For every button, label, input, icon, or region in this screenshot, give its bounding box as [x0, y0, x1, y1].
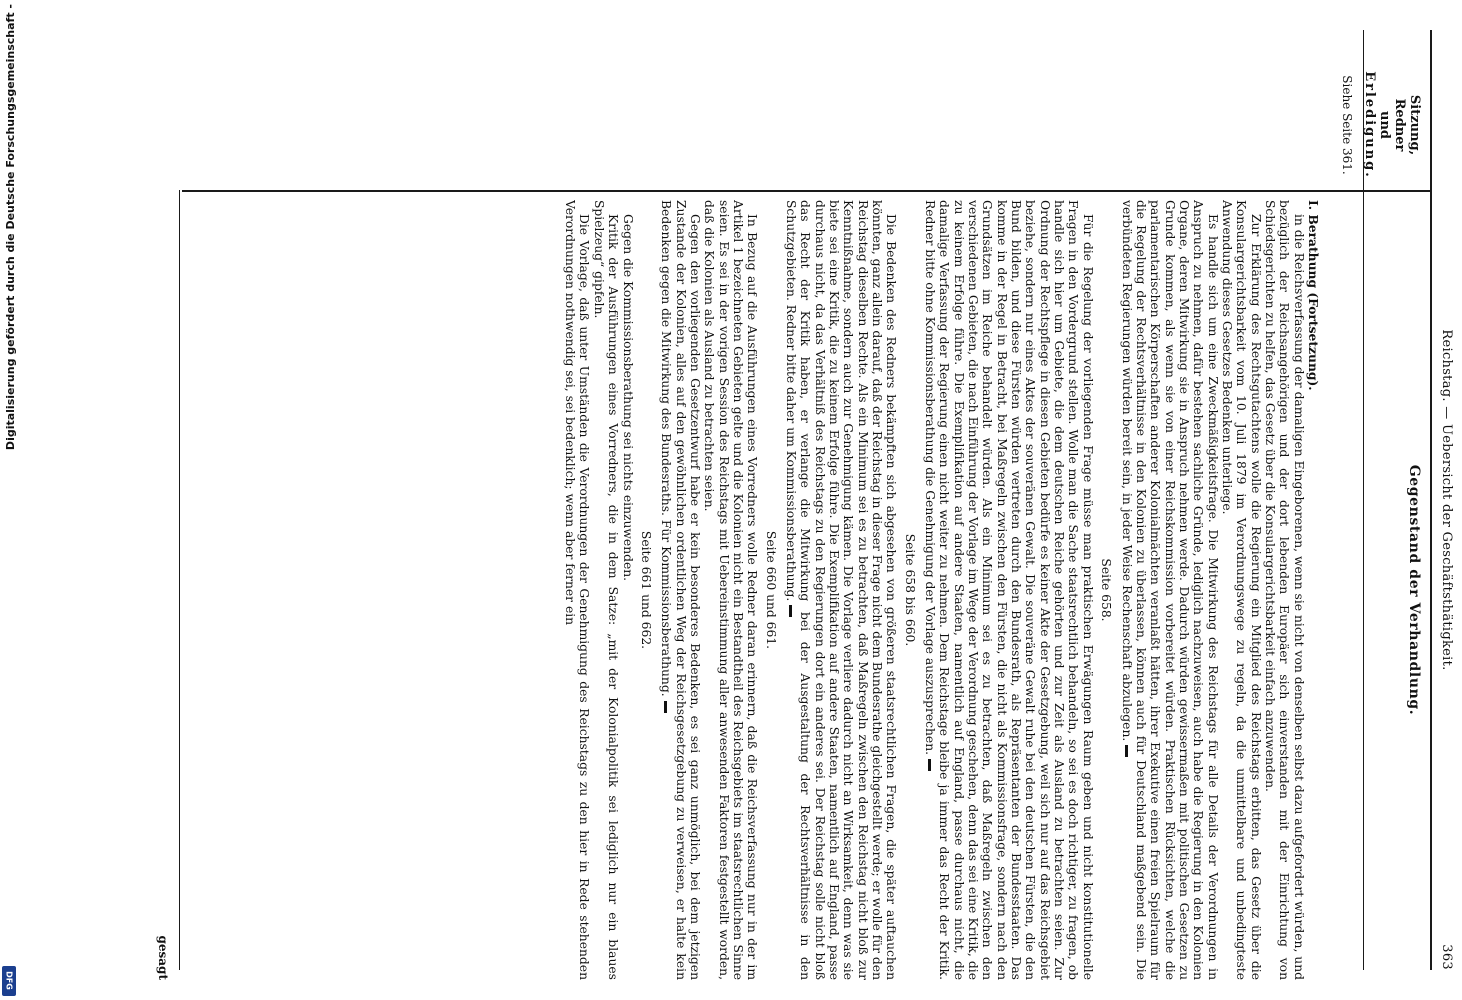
column-head-left-line: und — [1377, 111, 1392, 139]
paragraph: Die Vorlage, daß unter Umständen die Verordnungen der Genehmigung des Reichstags zu den hier in Rede stehenden Verordnungen nothwendig sei, sei bedenklich; wenn aber ferner ein — [563, 200, 592, 980]
bottom-rule — [179, 190, 180, 970]
section-3 — [784, 200, 917, 980]
paragraph-text: Gegen den vorliegenden Gesetzentwurf habe er kein besonderes Bedenken, es sei ganz unmöglich, bei dem jetzigen Zustande der Kolonien, alles auf den gewöhnlichen ordentlichen Weg der Reichsgesetzgebung zu verweisen, er halte kein Bedenken gegen die Mitwirkung des Bundesraths. Für Kommissionsberathung. — [659, 200, 702, 980]
running-head — [1436, 30, 1454, 970]
end-mark — [1125, 745, 1128, 757]
running-head-title: Reichstag. — Uebersicht der Geschäftsthätigkeit. — [1439, 329, 1454, 671]
page-number: 363 — [1439, 944, 1454, 970]
page-ref: Seite 658 bis 660. — [902, 533, 917, 647]
paragraph — [1119, 200, 1219, 980]
paragraph — [659, 200, 702, 980]
page-ref: Seite 661 und 662. — [638, 530, 653, 650]
paragraph: In Bezug auf die Ausführungen eines Vorredners wolle Redner daran erinnern, daß die Reichsverfassung nur in der im Artikel 1 bezeichneten Gebieten gelte und die Kolonien nicht ein Bestandtheil des Reichsgebiets im staatsrechtlichen Sinne seien. Es sei in der vorigen Session des Reichstags mit Uebereinstimmung aller anwesenden Faktoren festgestellt worden, daß die Kolonien als Ausland zu betrachten seien. — [702, 200, 760, 980]
page-ref: Seite 660 und 661. — [763, 530, 778, 650]
column-head-left-line: Erledigung. — [1362, 71, 1377, 179]
section-5 — [563, 200, 653, 980]
dfg-logo-text: DFG — [4, 971, 14, 990]
paragraph — [923, 200, 1095, 980]
section-heading: I. Berathung (Fortsetzung). — [1306, 200, 1321, 391]
column-head-right: Gegenstand der Verhandlung. — [1406, 464, 1422, 716]
catchword: gesagt — [156, 935, 170, 980]
paragraph-text: Es handle sich um eine Zweckmäßigkeitsfrage. Die Mitwirkung des Reichstags für alle Details der Verordnungen in Anspruch zu nehmen, dafür bestehen sachliche Gründe, lediglich nachzuweisen, auch habe die Regierung in den Kolonien Organe, deren Mitwirkung sie in Anspruch nehmen werde. Dadurch würden gewissermaßen mit politischen Gesetzen zu Grunde kommen, als wenn sie von einer Reichskommission vorbereitet würden. Praktischen Rücksichten, welche die parlamentarischen Körperschaften anderer Kolonialmächten veranlaßt hätten, ihrer Exekutive einen freien Spielraum für die Regelung der Rechtsverhältnisse in den Kolonien zu überlassen, können auch für Deutschland maßgebend sein. Die verbündeten Regierungen würden bereit sein, in jeder Weise Rechenschaft abzulegen. — [1119, 200, 1220, 980]
column-divider — [182, 190, 1432, 192]
paragraph: Kritik der Ausführungen eines Vorredners, die in dem Satze: „mit der Kolonialpolitik sei lediglich nur ein blaues Spielzeug“ gipfeln. — [591, 200, 621, 980]
digitization-credit: Digitalisierung gefördert durch die Deutsche Forschungsgemeinschaft - — [4, 4, 17, 451]
paragraph: Gegen die Kommissionsberathung sei nichts einzuwenden. — [620, 214, 635, 582]
side-reference: Siehe Seite 361. — [1340, 75, 1354, 175]
top-rule — [1430, 30, 1432, 970]
column-head-left — [1362, 70, 1422, 180]
body-text — [186, 200, 1326, 980]
paragraph: in die Reichsverfassung der damaligen Eingeborenen, wenn sie nicht von denselben selbst dazu aufgefordert würden, und bezüglich der Reichsangehörigen und der dort lebenden Europäer sich einverstanden mit der Einrichtung von Schiedsgerichten zu helfen, das Gesetz über die Konsulargerichtsbarkeit einfach anzuwenden. — [1262, 200, 1306, 980]
section-2 — [923, 200, 1113, 980]
section-4 — [659, 200, 778, 980]
end-mark — [928, 759, 931, 771]
paragraph — [784, 200, 899, 980]
column-head-left-line: Sitzung, Redner — [1392, 94, 1422, 156]
dfg-logo — [2, 966, 16, 996]
paragraph-text: Die Bedenken des Redners bekämpften sich abgesehen von größeren staatsrechtlichen Fragen, die später auftauchen könnten, ganz allein darauf, daß der Reichstag in dieser Frage nicht dem Bundesrathe gleichgestellt werde; er wolle für den Reichstag dieselben Rechte. Als ein Minimum sei es zu betrachten, daß Maßregeln zwischen den Reichstag nicht bloß zur Kenntnißnahme, sondern auch zur Genehmigung kämen. Die Vorlage verliere dadurch nicht an Wirksamkeit, denn was sie biete sei eine Kritik, die zu keinem Erfolge führe. Die Exemplifikation auf andere Staaten, namentlich auf England, passe durchaus nicht, da das Verhältniß des Reichstags zu den Regierungen dort ein anderes sei. Der Reichstag solle nicht bloß das Recht der Kritik haben, er verlange die Mitwirkung bei der Ausgestaltung der Rechtsverhältnisse in den Schutzgebieten. Redner bitte daher um Kommissionsberathung. — [783, 200, 899, 980]
end-mark — [789, 605, 792, 617]
page-ref: Seite 658. — [1099, 558, 1114, 622]
paragraph-text: Für die Regelung der vorliegenden Frage müsse man praktischen Erwägungen Raum geben und nicht konstitutionelle Fragen in den Vordergrund stellen. Wolle man die Sache staatsrechtlich behandeln, so sei es doch richtiger, zu fragen, ob handle sich hier um Gebiete, die dem deutschen Reiche gehörten und zur Zeit als Ausland zu betrachten seien. Zur Ordnung der Rechtspflege in diesen Gebieten bedürfe es keiner Akte der Gesetzgebung, weil sich nur auf das Reichsgebiet beziehe, sondern nur eines Aktes der souveränen Gewalt. Die souveräne Gewalt ruhe bei den deutschen Fürsten, die den Bund bilden, und diese Fürsten würden vertreten durch den Bundesrath, als Repräsentanten der Bundesstaaten. Das komme in der Regel in Betracht, bei Maßregeln zwischen den Fürsten, die nicht als Kommissionsfrage, sondern nach den Grundsätzen im Reiche behandelt würden. Als ein Minimum sei es zu betrachten, daß Maßregeln zwischen den verschiedenen Gebieten, die nach Einführung der Vorlage im Wege der Verordnung geschehen, denn das sei eine Kritik, die zu keinem Erfolge führe. Die Exemplifikation auf andere Staaten, namentlich auf England, passe durchaus nicht, die damalige Verfassung der Regierung einen nicht weiter zu nehmen. Dem Reichstage bleibe ja immer das Recht der Kritik. Redner bitte ohne Kommissionsberathung die Genehmigung der Vorlage auszusprechen. — [923, 200, 1095, 980]
paragraph: Zur Erklärung des Rechtsgutachtens wolle die Regierung ein Mitglied des Reichstags erbitten, das Gesetz über die Konsulargerichtsbarkeit vom 10. Juli 1879 im Verordnungswege zu regeln, da die unmittelbare und unbedingteste Anwendung dieses Gesetzes Bedenken unterliege. — [1219, 200, 1263, 980]
footer — [2, 0, 18, 1000]
end-mark — [664, 701, 667, 713]
section-1 — [1119, 200, 1320, 980]
